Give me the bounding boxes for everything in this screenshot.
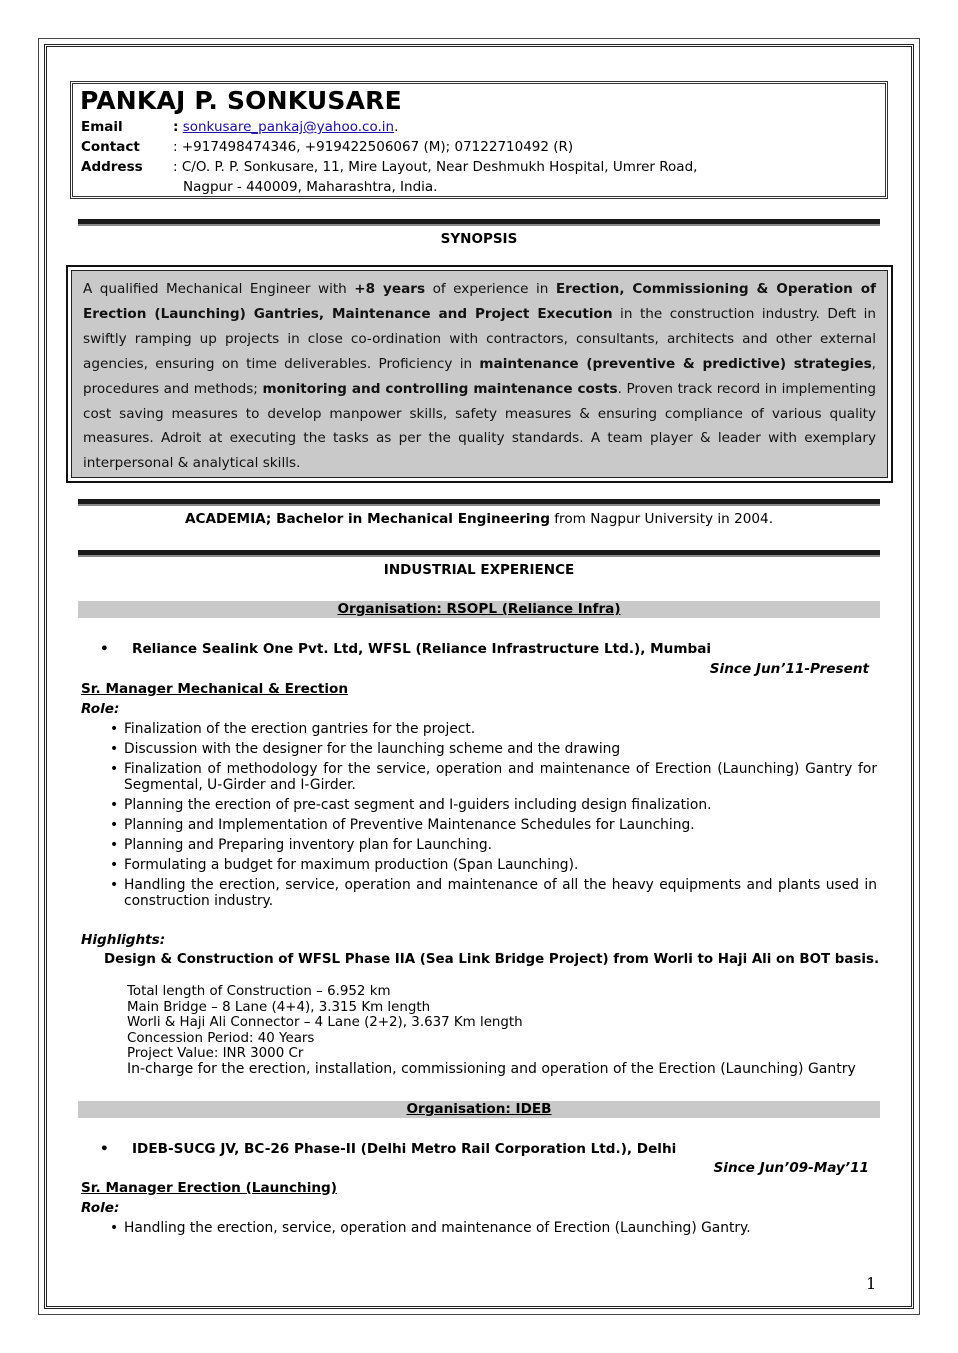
email-label: Email (81, 119, 123, 135)
role-label: Role: (81, 1200, 120, 1216)
job-title: Sr. Manager Mechanical & Erection (81, 681, 349, 697)
synopsis-emphasis: Erection, Commissioning & Operation of Erection (Launching) Gantries, Maintenance and Project Execution (83, 281, 876, 322)
highlight-item: Worli & Haji Ali Connector – 4 Lane (2+2), 3.637 Km length (127, 1015, 523, 1031)
bullet: • (100, 641, 109, 657)
address-line1: : C/O. P. P. Sonkusare, 11, Mire Layout, Near Deshmukh Hospital, Umrer Road, (173, 159, 698, 175)
role-item: • Planning and Preparing inventory plan for Launching. (107, 837, 877, 853)
synopsis-emphasis: maintenance (preventive & predictive) strategies (479, 355, 872, 372)
role-item: • Discussion with the designer for the launching scheme and the drawing (107, 741, 877, 757)
contact-label: Contact (81, 139, 140, 155)
highlights-label: Highlights: (81, 932, 166, 948)
highlight-item: Concession Period: 40 Years (127, 1030, 315, 1046)
synopsis-segment: of experience in (425, 281, 556, 297)
address-line2: Nagpur - 440009, Maharashtra, India. (183, 179, 438, 195)
bullet: • (100, 1141, 109, 1157)
synopsis-segment: A qualified Mechanical Engineer with (83, 281, 355, 297)
highlight-description: Design & Construction of WFSL Phase IIA (Sea Link Bridge Project) from Worli to Haji Ali on BOT basis. (104, 952, 880, 967)
candidate-name: PANKAJ P. SONKUSARE (80, 86, 402, 115)
company-name: IDEB-SUCG JV, BC-26 Phase-II (Delhi Metro Rail Corporation Ltd.), Delhi (132, 1141, 677, 1157)
tenure: Since Jun’11-Present (709, 661, 869, 677)
organisation-bar-rsopl: Organisation: RSOPL (Reliance Infra) (78, 601, 880, 618)
role-item: • Planning and Implementation of Preventive Maintenance Schedules for Launching. (107, 817, 877, 833)
organisation-bar-ideb: Organisation: IDEB (78, 1101, 880, 1118)
role-item: • Formulating a budget for maximum production (Span Launching). (107, 857, 877, 873)
email-colon: : (173, 119, 179, 135)
contact-value: : +917498474346, +919422506067 (M); 07122710492 (R) (173, 139, 574, 155)
academia-degree: ACADEMIA; Bachelor in Mechanical Engineering (184, 511, 550, 527)
role-item: • Finalization of methodology for the service, operation and maintenance of Erection (Launching) Gantry for Segmental, U-Girder and I-Girder. (107, 761, 877, 793)
highlight-item: Total length of Construction – 6.952 km (127, 984, 391, 999)
academia-line (78, 511, 880, 527)
email-trail: . (394, 119, 399, 135)
synopsis-title: SYNOPSIS (440, 231, 518, 247)
synopsis-segment: in the construction industry. Deft in swiftly ramping up projects in close co-ordination with contractors, consultants, architects and other external agencies, ensuring on time deliverables. Proficiency in (83, 305, 877, 372)
highlight-item: Main Bridge – 8 Lane (4+4), 3.315 Km length (127, 999, 431, 1015)
company-name: Reliance Sealink One Pvt. Ltd, WFSL (Reliance Infrastructure Ltd.), Mumbai (132, 641, 712, 657)
synopsis-text (71, 270, 888, 478)
address-label: Address (81, 159, 143, 175)
section-rule (78, 219, 880, 226)
synopsis-segment: . Proven track record in implementing cost saving measures to develop manpower skills, safety measures & ensuring compliance of various quality measures. Adroit at executing the tasks as per the quality standards. A team player & leader with exemplary interpersonal & analytical skills. (83, 380, 877, 472)
role-item: • Handling the erection, service, operation and maintenance of Erection (Launching) Gantry. (107, 1220, 877, 1236)
role-item: • Handling the erection, service, operation and maintenance of all the heavy equipments and plants used in construction industry. (107, 877, 877, 909)
email-value (173, 119, 398, 135)
experience-title: INDUSTRIAL EXPERIENCE (383, 562, 575, 578)
role-label: Role: (81, 701, 120, 717)
synopsis-segment: , procedures and methods; (83, 355, 876, 397)
highlight-list (127, 984, 856, 1078)
role-item: • Finalization of the erection gantries for the project. (107, 721, 877, 737)
job-title: Sr. Manager Erection (Launching) (81, 1180, 337, 1196)
role-item: • Planning the erection of pre-cast segment and I-guiders including design finalization. (107, 797, 877, 813)
academia-university: from Nagpur University in 2004. (549, 511, 774, 527)
role-list (107, 1220, 877, 1240)
role-list (107, 721, 877, 913)
synopsis-emphasis: +8 years (354, 281, 426, 297)
synopsis-emphasis: monitoring and controlling maintenance costs (262, 380, 618, 397)
tenure: Since Jun’09-May’11 (713, 1160, 869, 1176)
section-rule (78, 499, 880, 506)
company-line (100, 1141, 676, 1157)
section-rule (78, 550, 880, 557)
highlight-item: Project Value: INR 3000 Cr (127, 1046, 304, 1062)
highlight-item: In-charge for the erection, installation, commissioning and operation of the Erection (Launching) Gantry (127, 1060, 856, 1077)
page-number: 1 (866, 1274, 877, 1293)
email-link[interactable]: sonkusare_pankaj@yahoo.co.in (182, 119, 395, 135)
company-line (100, 641, 711, 657)
synopsis-box (66, 265, 893, 483)
